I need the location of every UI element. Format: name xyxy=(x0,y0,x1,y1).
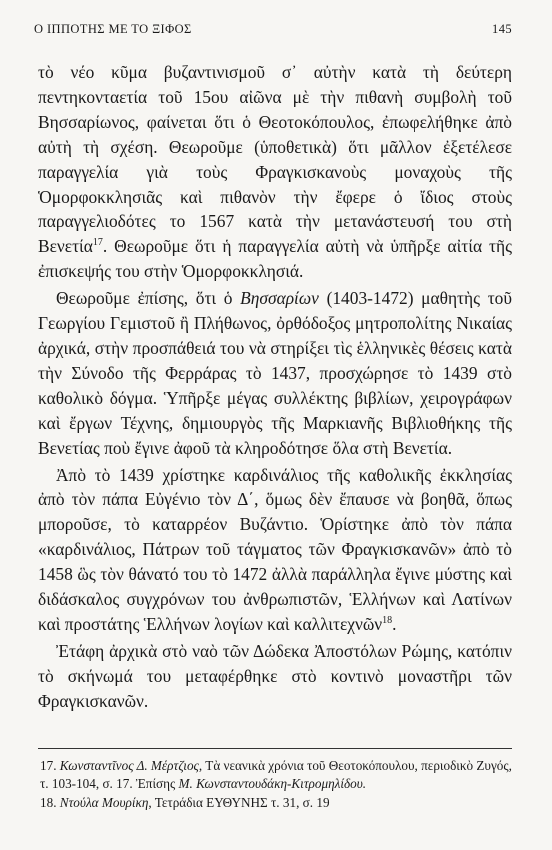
paragraph xyxy=(38,463,512,637)
footnote-text: , Τὰ νεανικὰ χρόνια τοῦ Θεοτοκόπουλου, περιοδικὸ Ζυγός, τ. 103-104, σ. 17. Ἐπίσης xyxy=(40,758,512,792)
footnote-text: , Τετράδια ΕΥΘΥΝΗΣ τ. 31, σ. 19 xyxy=(148,795,330,811)
footnote-number: 17. xyxy=(40,758,57,773)
footnote-author: Κωνσταντῖνος Δ. Μέρτζιος xyxy=(59,758,199,773)
footnote-author: Μ. Κωνσταντουδάκη-Κιτρομηλίδου. xyxy=(178,776,367,792)
paragraph-text: Ἀπὸ τὸ 1439 χρίστηκε καρδινάλιος τῆς καθολικῆς ἐκκλησίας ἀπὸ τὸν πάπα Εὐγένιο τὸν Δ΄, ὅμως δὲν ἔπαυσε νὰ βοηθᾶ, ὅπως μποροῦσε, τὸ καταρρέον Βυζάντιο. Ὁρίστηκε ἀπὸ τὸν πάπα «καρδινάλιος, Πάτρων τοῦ τάγματος τῶν Φραγκισκανῶν» ἀπὸ τὸ 1458 ὣς τὸν θάνατό του τὸ 1472 ἀλλὰ παράλληλα ἔγινε μύστης καὶ διδάσκαλος συγχρόνων του ἀνθρωπιστῶν, Ἑλλήνων καὶ Λατίνων καὶ προστάτης Ἑλλήνων λογίων καὶ καλλιτεχνῶν xyxy=(38,464,512,634)
body-text xyxy=(38,60,512,714)
footnote-ref[interactable]: 17 xyxy=(92,237,103,249)
footnote xyxy=(38,757,512,793)
footnote xyxy=(38,794,512,812)
footnote-number: 18. xyxy=(40,795,57,811)
chapter-title: Ο ΙΠΠΟΤΗΣ ΜΕ ΤΟ ΞΙΦΟΣ xyxy=(34,22,192,36)
footnotes xyxy=(38,748,512,813)
paragraph-text: Ἐτάφη ἀρχικὰ στὸ ναὸ τῶν Δώδεκα Ἀποστόλων Ρώμης, κατόπιν τὸ σκήνωμά του μεταφέρθηκε στὸ κοντινὸ μοναστῆρι τῶν Φραγκισκανῶν. xyxy=(38,640,512,711)
footnote-ref[interactable]: 18 xyxy=(382,614,393,626)
paragraph-text: (1403-1472) μαθητὴς τοῦ Γεωργίου Γεμιστοῦ ἢ Πλήθωνος, ὀρθόδοξος μητροπολίτης Νικαίας ἀρχικά, στὴν προσπάθειά του νὰ στηρίξει τὶς ἑλληνικὲς θέσεις κατὰ τὴν Σύνοδο τῆς Φερράρας τὸ 1437, προσχώρησε τὸ 1439 στὸ καθολικὸ δόγμα. Ὑπῆρξε μέγας συλλέκτης βιβλίων, χειρογράφων καὶ ἔργων Τέχνης, δημιουργὸς τῆς Μαρκιανῆς Βιβλιοθήκης τῆς Βενετίας ποὺ ἔγινε ἀφοῦ τὰ κληροδότησε ὅλα στὴ Βενετία. xyxy=(38,288,512,458)
footnote-author: Ντούλα Μουρίκη xyxy=(59,795,149,811)
paragraph-text: τὸ νέο κῦμα βυζαντινισμοῦ σ᾽ αὐτὴν κατὰ τὴ δεύτερη πεντηκονταετία τοῦ 15ου αἰῶνα μὲ τὴν πιθανὴ συμβολὴ τοῦ Βησσαρίωνος, φαίνεται ὅτι ὁ Θεοτοκόπουλος, ἐπωφελήθηκε ἀπὸ αὐτὴ τὴ σχέση. Θεωροῦμε (ὑποθετικὰ) ὅτι μᾶλλον ἐξετέλεσε παραγγελία γιὰ τοὺς Φραγκισκανοὺς μοναχοὺς τῆς Ὁμορφοκκλησιᾶς καὶ πιθανὸν τὴν ἔφερε ὁ ἴδιος στοὺς παραγγελιοδότες το 1567 κατὰ τὴν μετανάστευσή του στὴ Βενετία xyxy=(38,62,512,257)
page-number: 145 xyxy=(492,22,512,36)
paragraph xyxy=(38,286,512,460)
paragraph-text: Θεωροῦμε ἐπίσης, ὅτι ὁ xyxy=(56,288,241,309)
running-header xyxy=(34,22,512,37)
paragraph xyxy=(38,60,512,284)
paragraph xyxy=(38,639,512,714)
paragraph-text: . Θεωροῦμε ὅτι ἡ παραγγελία αὐτὴ νὰ ὑπῆρξε αἰτία τῆς ἐπισκεψής του στὴν Ὁμορφοκκλησιά. xyxy=(38,236,512,282)
paragraph-text: . xyxy=(392,613,397,634)
italic-name: Βησσαρίων xyxy=(240,288,319,309)
